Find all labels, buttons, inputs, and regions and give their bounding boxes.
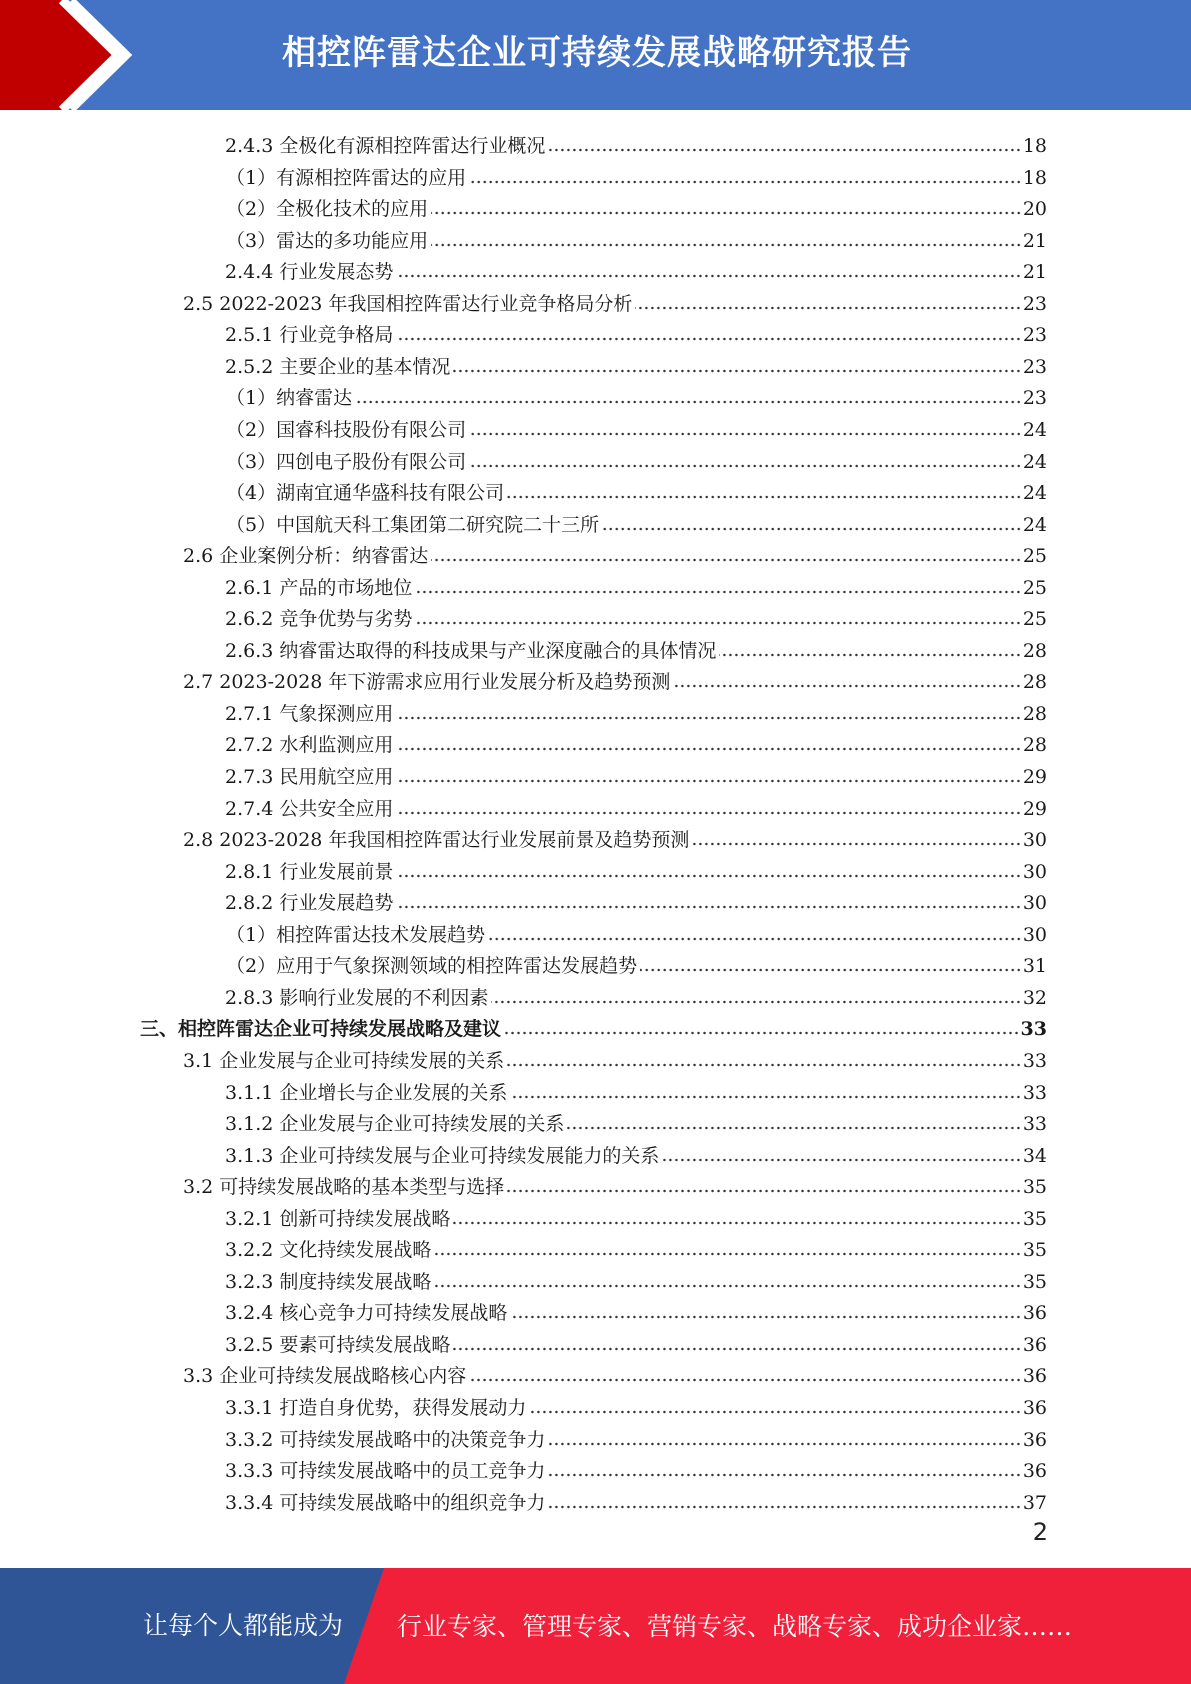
toc-entry-page: 33: [1020, 1018, 1047, 1041]
toc-dot-leader: [469, 1377, 1022, 1383]
toc-entry-label: （5）中国航天科工集团第二研究院二十三所: [226, 513, 600, 536]
toc-entry[interactable]: [225, 569, 1047, 600]
toc-entry-label: 3.3.4 可持续发展战略中的组织竞争力: [225, 1491, 546, 1514]
toc-entry[interactable]: [225, 884, 1047, 915]
toc-entry-page: 28: [1022, 702, 1047, 725]
toc-dot-leader: [434, 1283, 1021, 1289]
toc-entry-label: （2）国睿科技股份有限公司: [226, 418, 467, 441]
toc-dot-leader: [396, 746, 1021, 752]
toc-entry[interactable]: [225, 348, 1047, 379]
toc-entry-label: 2.7.3 民用航空应用: [225, 766, 394, 788]
toc-dot-leader: [355, 399, 1022, 405]
toc-entry-page: 35: [1022, 1207, 1047, 1230]
toc-entry-page: 36: [1022, 1333, 1047, 1356]
toc-entry-page: 29: [1022, 797, 1047, 820]
toc-entry[interactable]: [226, 947, 1047, 978]
toc-entry-page: 23: [1022, 355, 1047, 378]
toc-entry[interactable]: [226, 411, 1047, 442]
toc-entry-page: 35: [1022, 1270, 1047, 1293]
toc-entry-label: 3.2.5 要素可持续发展战略: [225, 1333, 451, 1356]
toc-dot-leader: [396, 873, 1021, 879]
toc-dot-leader: [507, 494, 1022, 500]
toc-entry-page: 23: [1022, 387, 1047, 410]
toc-dot-leader: [431, 242, 1022, 248]
toc-dot-leader: [510, 1094, 1021, 1100]
toc-entry-label: 3.2.2 文化持续发展战略: [225, 1239, 432, 1262]
toc-entry[interactable]: [183, 1168, 1047, 1199]
toc-entry[interactable]: [225, 979, 1047, 1010]
toc-entry-page: 28: [1022, 639, 1047, 662]
toc-entry[interactable]: [183, 821, 1047, 852]
toc-entry-label: 2.7.2 水利监测应用: [225, 734, 394, 757]
toc-entry[interactable]: [226, 916, 1047, 947]
toc-dot-leader: [504, 1030, 1020, 1036]
toc-entry-page: 33: [1022, 1113, 1047, 1136]
toc-entry-label: 3.1.1 企业增长与企业发展的关系: [225, 1081, 508, 1104]
toc-entry-page: 24: [1022, 450, 1047, 473]
toc-dot-leader: [602, 526, 1022, 532]
toc-entry-page: 23: [1022, 324, 1047, 347]
toc-entry[interactable]: [140, 1010, 1047, 1041]
toc-entry-page: 21: [1022, 229, 1047, 252]
toc-entry[interactable]: [226, 506, 1047, 537]
toc-entry-page: 24: [1022, 513, 1047, 536]
toc-entry-label: （2）全极化技术的应用: [226, 198, 429, 221]
footer-slogan-left: 让每个人都能成为: [143, 1611, 344, 1640]
toc-entry-label: 2.5 2022-2023 年我国相控阵雷达行业竞争格局分析: [183, 292, 633, 315]
toc-dot-leader: [396, 904, 1021, 910]
toc-entry[interactable]: [225, 1484, 1047, 1515]
toc-entry[interactable]: [225, 1326, 1047, 1357]
toc-dot-leader: [548, 1472, 1021, 1478]
toc-entry[interactable]: [225, 1137, 1047, 1168]
toc-entry-label: 3.1 企业发展与企业可持续发展的关系: [183, 1049, 505, 1072]
footer-slogan-right: 行业专家、管理专家、营销专家、战略专家、成功企业家……: [397, 1612, 1073, 1641]
toc-entry-label: （4）湖南宜通华盛科技有限公司: [226, 482, 505, 505]
toc-entry-page: 35: [1022, 1176, 1047, 1199]
toc-entry[interactable]: [183, 663, 1047, 694]
toc-dot-leader: [635, 305, 1021, 311]
toc-entry-page: 18: [1022, 166, 1047, 189]
toc-entry[interactable]: [226, 159, 1047, 190]
toc-entry[interactable]: [226, 379, 1047, 410]
toc-dot-leader: [415, 620, 1021, 626]
page-number: 2: [1032, 1518, 1048, 1546]
toc-entry[interactable]: [225, 1263, 1047, 1294]
toc-entry-label: 3.2.1 创新可持续发展战略: [225, 1207, 451, 1230]
toc-dot-leader: [453, 1346, 1021, 1352]
toc-entry-label: 2.6.1 产品的市场地位: [225, 576, 413, 599]
toc-entry-label: （1）有源相控阵雷达的应用: [226, 166, 467, 189]
toc-entry-label: 2.6.3 纳睿雷达取得的科技成果与产业深度融合的具体情况: [225, 639, 717, 662]
toc-dot-leader: [396, 810, 1021, 816]
toc-dot-leader: [640, 967, 1022, 973]
toc-entry[interactable]: [225, 790, 1047, 821]
toc-dot-leader: [491, 999, 1021, 1005]
page-header: [0, 0, 1191, 110]
toc-entry-label: （1）相控阵雷达技术发展趋势: [226, 923, 486, 946]
toc-entry-page: 25: [1022, 576, 1047, 599]
toc-entry[interactable]: [225, 1074, 1047, 1105]
toc-dot-leader: [488, 936, 1022, 942]
toc-dot-leader: [431, 210, 1022, 216]
toc-entry-label: 3.3.3 可持续发展战略中的员工竞争力: [225, 1460, 546, 1483]
toc-entry-page: 25: [1022, 608, 1047, 631]
toc-entry-label: 2.4.3 全极化有源相控阵雷达行业概况: [225, 135, 546, 157]
toc-dot-leader: [662, 1157, 1021, 1163]
toc-entry[interactable]: [183, 285, 1047, 316]
header-chevron-icon: [0, 0, 150, 110]
toc-dot-leader: [434, 1251, 1021, 1257]
toc-entry[interactable]: [225, 853, 1047, 884]
toc-entry-page: 36: [1022, 1365, 1047, 1388]
toc-entry-label: 2.7.1 气象探测应用: [225, 702, 394, 725]
toc-entry-page: 28: [1022, 734, 1047, 757]
toc-dot-leader: [548, 147, 1021, 153]
toc-dot-leader: [396, 273, 1021, 279]
toc-entry-page: 33: [1022, 1049, 1047, 1072]
toc-entry[interactable]: [225, 1452, 1047, 1483]
toc-dot-leader: [673, 683, 1021, 689]
toc-entry[interactable]: [183, 1042, 1047, 1073]
toc-dot-leader: [453, 368, 1021, 374]
report-title: 相控阵雷达企业可持续发展战略研究报告: [282, 33, 912, 73]
toc-entry-page: 24: [1022, 482, 1047, 505]
toc-entry-label: （3）雷达的多功能应用: [226, 229, 429, 252]
toc-entry-page: 25: [1022, 545, 1047, 568]
toc-dot-leader: [415, 589, 1021, 595]
toc-entry[interactable]: [225, 600, 1047, 631]
toc-entry-label: （2）应用于气象探测领域的相控阵雷达发展趋势: [226, 955, 638, 978]
toc-entry-page: 37: [1022, 1491, 1047, 1514]
toc-entry[interactable]: [225, 632, 1047, 663]
toc-dot-leader: [469, 179, 1022, 185]
toc-entry-label: 2.8.2 行业发展趋势: [225, 892, 394, 915]
toc-entry-page: 36: [1022, 1302, 1047, 1325]
toc-entry-page: 24: [1022, 418, 1047, 441]
toc-entry-page: 30: [1022, 860, 1047, 883]
toc-entry[interactable]: [225, 253, 1047, 284]
toc-dot-leader: [396, 336, 1021, 342]
toc-entry[interactable]: [225, 695, 1047, 726]
toc-entry-page: 29: [1022, 766, 1047, 788]
toc-entry[interactable]: [226, 222, 1047, 253]
toc-entry-page: 33: [1022, 1081, 1047, 1104]
toc-entry-label: 3.3.2 可持续发展战略中的决策竞争力: [225, 1428, 546, 1451]
toc-entry-page: 23: [1022, 292, 1047, 315]
toc-entry-page: 30: [1022, 923, 1047, 946]
toc-entry-label: 三、相控阵雷达企业可持续发展战略及建议: [140, 1018, 502, 1041]
toc-dot-leader: [431, 557, 1022, 563]
toc-entry-label: 3.1.3 企业可持续发展与企业可持续发展能力的关系: [225, 1144, 660, 1167]
toc-entry-label: 3.1.2 企业发展与企业可持续发展的关系: [225, 1113, 565, 1136]
toc-entry[interactable]: [225, 316, 1047, 347]
toc-dot-leader: [510, 1314, 1021, 1320]
toc-entry-label: 2.6.2 竞争优势与劣势: [225, 608, 413, 631]
toc-dot-leader: [507, 1188, 1022, 1194]
toc-dot-leader: [396, 715, 1021, 721]
toc-entry-label: 3.3.1 打造自身优势，获得发展动力: [225, 1397, 527, 1419]
toc-entry[interactable]: [225, 1421, 1047, 1452]
toc-entry-page: 36: [1022, 1428, 1047, 1451]
toc-entry-label: 3.2.4 核心竞争力可持续发展战略: [225, 1302, 508, 1325]
toc-entry-page: 34: [1022, 1144, 1047, 1167]
toc-entry-label: 2.5.2 主要企业的基本情况: [225, 355, 451, 378]
toc-entry[interactable]: [225, 1200, 1047, 1231]
toc-entry[interactable]: [225, 726, 1047, 757]
toc-entry-page: 36: [1022, 1460, 1047, 1483]
toc-entry[interactable]: [226, 190, 1047, 221]
toc-entry-page: 32: [1022, 986, 1047, 1009]
toc-entry-page: 36: [1022, 1397, 1047, 1419]
toc-dot-leader: [567, 1125, 1021, 1131]
toc-entry-label: （1）纳睿雷达: [226, 387, 353, 410]
toc-entry-label: 2.8.1 行业发展前景: [225, 860, 394, 883]
page-footer: [0, 1568, 1191, 1684]
toc-entry-label: 2.8.3 影响行业发展的不利因素: [225, 986, 489, 1009]
toc-dot-leader: [469, 431, 1022, 437]
toc-entry-page: 20: [1022, 198, 1047, 221]
toc-entry-page: 35: [1022, 1239, 1047, 1262]
toc-entry[interactable]: [225, 127, 1047, 158]
toc-entry[interactable]: [225, 1294, 1047, 1325]
toc-entry[interactable]: [225, 1231, 1047, 1262]
toc-entry-page: 31: [1022, 955, 1047, 978]
toc-entry-page: 30: [1022, 892, 1047, 915]
toc-dot-leader: [507, 1062, 1022, 1068]
toc-entry-label: 2.7 2023-2028 年下游需求应用行业发展分析及趋势预测: [183, 671, 671, 694]
toc-entry[interactable]: [183, 537, 1047, 568]
toc-entry-label: （3）四创电子股份有限公司: [226, 450, 467, 473]
toc-entry-label: 2.4.4 行业发展态势: [225, 261, 394, 284]
toc-dot-leader: [453, 1220, 1021, 1226]
toc-dot-leader: [529, 1409, 1021, 1415]
toc-entry-label: 2.6 企业案例分析：纳睿雷达: [183, 545, 429, 568]
toc-entry[interactable]: [225, 1389, 1047, 1420]
toc-entry-label: 2.5.1 行业竞争格局: [225, 324, 394, 347]
toc-dot-leader: [548, 1441, 1021, 1447]
toc-entry[interactable]: [226, 443, 1047, 474]
toc-entry-page: 21: [1022, 261, 1047, 284]
toc-entry-label: 2.8 2023-2028 年我国相控阵雷达行业发展前景及趋势预测: [183, 829, 690, 852]
toc-dot-leader: [469, 463, 1022, 469]
toc-entry[interactable]: [183, 1357, 1047, 1388]
toc-entry-label: 3.2.3 制度持续发展战略: [225, 1270, 432, 1293]
toc-entry-label: 2.7.4 公共安全应用: [225, 797, 394, 820]
toc-dot-leader: [719, 652, 1021, 658]
toc-entry[interactable]: [225, 1105, 1047, 1136]
toc-entry-label: 3.3 企业可持续发展战略核心内容: [183, 1365, 467, 1388]
toc-entry-page: 18: [1022, 135, 1047, 157]
toc-entry[interactable]: [226, 474, 1047, 505]
toc-dot-leader: [692, 841, 1021, 847]
toc-entry-label: 3.2 可持续发展战略的基本类型与选择: [183, 1176, 505, 1199]
toc-entry[interactable]: [225, 758, 1047, 789]
toc-entry-page: 28: [1022, 671, 1047, 694]
toc-entry-page: 30: [1022, 829, 1047, 852]
toc-dot-leader: [396, 778, 1021, 784]
toc-dot-leader: [548, 1504, 1021, 1510]
